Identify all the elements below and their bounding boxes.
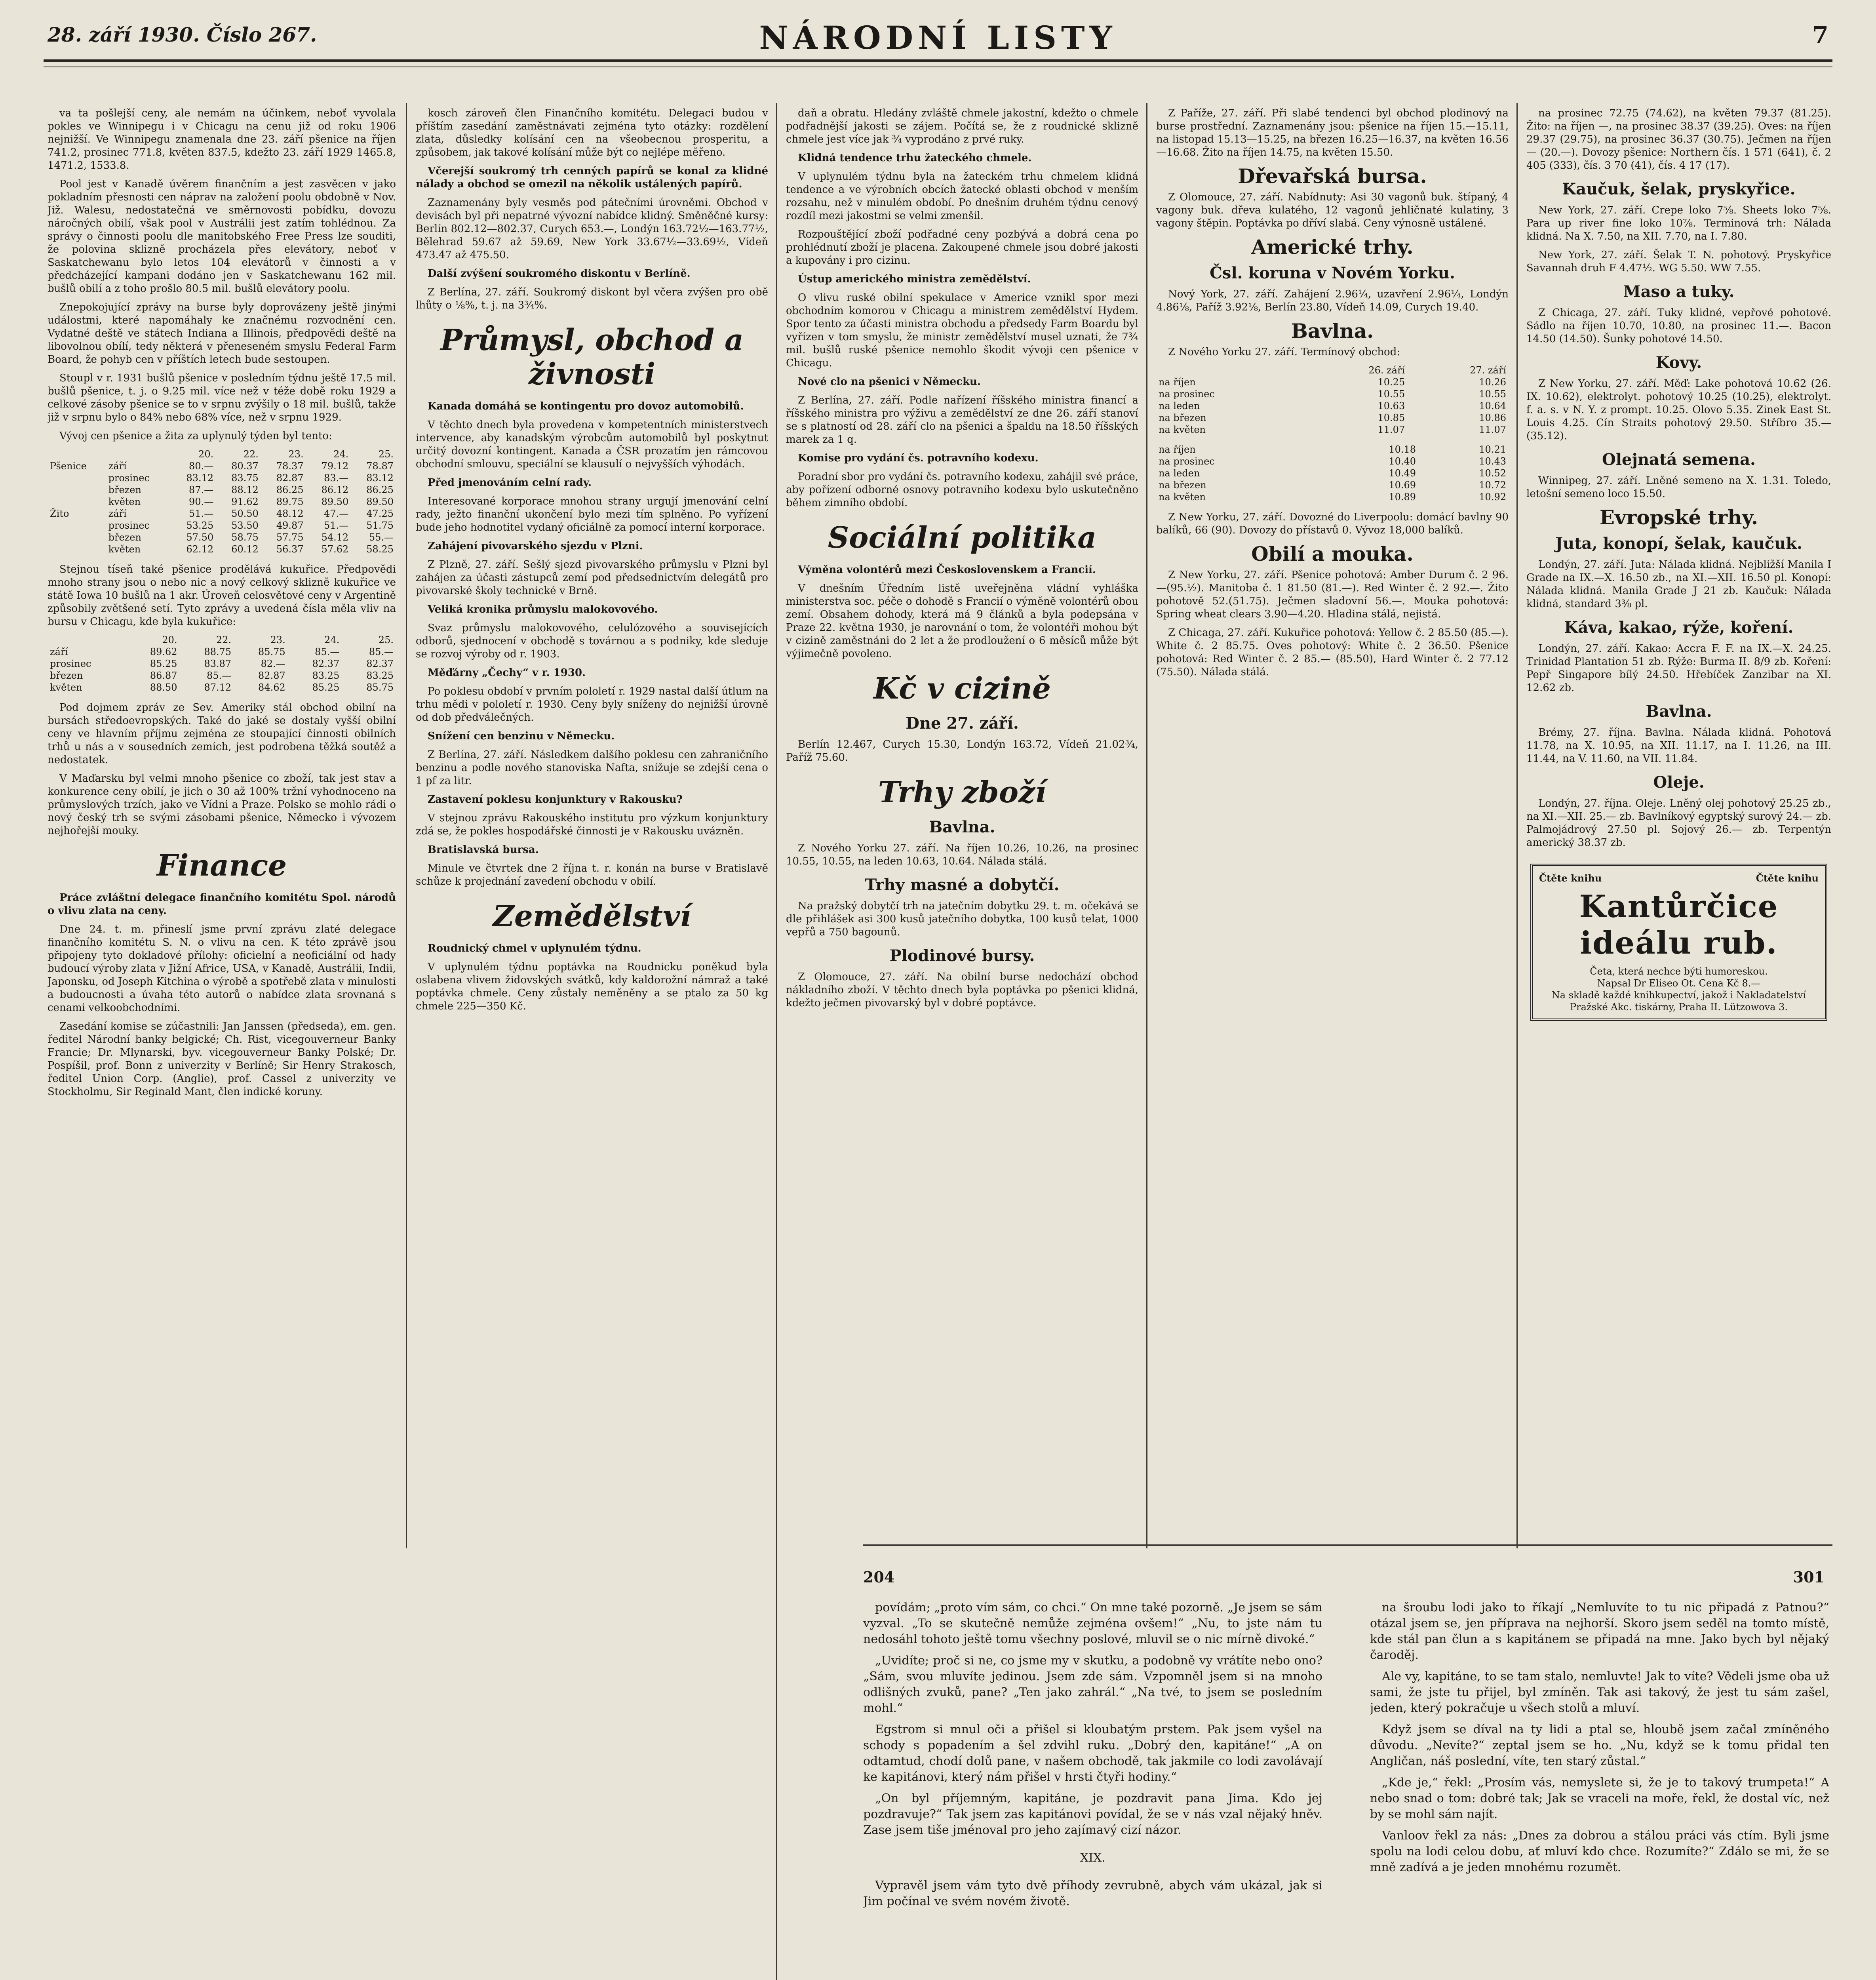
wheat-rye-price-table [48,448,396,555]
paragraph [416,540,768,553]
table-row: na říjen 10.25 10.26 [1159,377,1506,388]
paragraph: Vanloov řekl za nás: „Dnes za dobrou a stálou práci vás ctím. Byli jsme spolu na lodi celou dobu, ať mluví kdo chce. Rozumíte?“ Zdálo se mi, že se mně zadívá a je jeden mnohému rozumět. [1370,1829,1829,1874]
paragraph: Na pražský dobytčí trh na jatečním dobytku 29. t. m. očekává se dle přihlášek asi 300 kusů jatečního dobytka, 100 kusů telat, 1000 vepřů a 750 bagounů. [786,900,1138,938]
paragraph: Z Paříže, 27. září. Při slabé tendenci byl obchod plodinový na burse prostřední. Zaznamenány jsou: pšenice na říjen 15.—15.11, na listopad 15.13—15.25, na březen 16.25—16.37, na květen 16.56—16.68. Žito na říjen 14.75, na květen 15.50. [1156,107,1509,158]
paragraph [786,375,1138,388]
table-row: Pšenice září 80.— 80.37 78.37 79.12 78.87 [50,461,394,472]
subheading: Bavlna. [1291,319,1374,343]
paragraph: Z Berlína, 27. září. Soukromý diskont byl včera zvýšen pro obě lhůty o ⅛%, t. j. na 3¾%. [416,286,768,311]
paragraph: Zasedání komise se zúčastnili: Jan Janssen (předseda), em. gen. ředitel Národní banky belgické; Ch. Rist, vicegouverneur Banky Francie; Dr. Mlynarski, byv. vicegouverneur Banky Polské; Dr. Pospíšil, prof. Bonn z univerzity v Berlíně; Sir Henry Strakosch, ředitel Union Corp. (Anglie), prof. Cassel z univerzity ve Stockholmu, Sir Reginald Mant, člen indické koruny. [48,1020,396,1098]
paragraph [416,942,768,955]
table-row: prosinec 83.12 83.75 82.87 83.— 83.12 [108,472,394,484]
article-headline: Zahájení pivovarského sjezdu v Plzni. [428,540,643,552]
ad-header-right: Čtěte knihu [1756,872,1819,884]
paragraph [416,267,768,280]
subheading: Americké trhy. [1251,235,1414,259]
paragraph [416,793,768,806]
paragraph: Interesované korporace mnohou strany urgují jmenování celní rady, ježto finanční ukončení bylo mezi tím splněno. Po vyřízení bude jeho hodnotitel vydaný oficiálně za pomocí interní korporace. [416,495,768,533]
column-divider [406,103,407,1548]
subheading: Bavlna. [1646,702,1712,721]
page-number: 7 [1812,21,1828,49]
paragraph: Londýn, 27. září. Juta: Nálada klidná. Nejbližší Manila I Grade na IX.—X. 16.50 zb., na XI.—XII. 16.50 pl. Konopí: Nálada klidná. Manila Grade J 21 zb. Kaučuk: Nálada klidná, standard 3⅜ pl. [1526,559,1831,610]
table-row: na říjen 10.18 10.21 [1159,444,1506,455]
section-heading-industry: Průmysl, obchod a živnosti [440,323,744,391]
paragraph: Ale vy, kapitáne, to se tam stalo, nemluvte! Jak to víte? Vědeli jsme oba už sami, že jste tu přijel, byl zmíněn. Tak asi takový, že jest tu sám zašel, jeden, který pokračuje u všech stolů a mluví. [1370,1670,1829,1715]
paragraph: Stejnou tíseň také pšenice prodělává kukuřice. Předpovědi mnoho strany jsou o nebo nic a nový celkový sklizně kukuřice ve státě Iowa 10 bušlů na 1 akr. Úroveň celosvětové ceny v Argentině způsobily zvětšené setí. Tyto zprávy a uvedená čísla měla vliv na bursu v Chicagu, kde byla kukuřice: [48,564,396,628]
article-headline: Bratislavská bursa. [428,844,539,856]
serial-novel-left [863,1600,1322,1980]
column-2 [416,107,768,1980]
paragraph: Egstrom si mnul oči a přišel si kloubatým prstem. Pak jsem vyšel na schody s popadením a šel zdvihl ruku. „Dobrý den, kapitáne!“ „A on odtamtud, chodí dolů pane, v našem obchodě, tak jakmile co lodi zavolávají ke kapitánovi, který nám přišel v hrsti čtyři hodiny.“ [863,1723,1322,1784]
paragraph: V uplynulém týdnu byla na žateckém trhu chmelem klidná tendence a ve výrobních obcích žatecké oblasti obchod v menším rozsahu, než v minulém období. Po dnešním druhém týdnu cenový rozdíl mezi jakostmi se velmi zmenšil. [786,171,1138,222]
paragraph: V uplynulém týdnu poptávka na Roudnicku poněkud byla oslabena vlivem židovských svátků, kdy kaldorožní námraž a také poptávka chmele. Ceny zůstaly neměněny a se ptalo za 50 kg chmele 225—350 Kč. [416,961,768,1012]
paragraph: Londýn, 27. září. Kakao: Accra F. F. na IX.—X. 24.25. Trinidad Plantation 51 zb. Rýže: Burma II. 8/9 zb. Koření: Pepř Singapore bílý 24.50. Hřebíček Zanzibar na XI. 12.62 zb. [1526,643,1831,694]
table-row: na březen 10.69 10.72 [1159,480,1506,491]
paragraph [48,891,396,918]
paragraph [416,400,768,413]
article-headline: Zastavení poklesu konjunktury v Rakousku? [428,794,683,805]
paragraph: Z New Yorku, 27. září. Pšenice pohotová: Amber Durum č. 2 96.—(95.½). Manitoba č. 1 81.50 (81.—). Red Winter č. 2 92.—. Žito pohotově 52.(51.75). Ječmen sladovní 56.—. Mouka pohotová: Spring wheat clears 3.90—4.20. Hladina stálá, nejistá. [1156,569,1509,620]
paragraph: O vlivu ruské obilní spekulace v Americe vznikl spor mezi obchodním komorou v Chicagu a ministrem zemědělství Hydem. Spor tento za účasti ministra obchodu a předsedy Farm Boardu byl vyřízen v tom smyslu, že ministr zemědělství musel uznati, že 7¾ mil. bušlů ruské pšenice nemohlo škodit vývoji cen pšenice v Chicagu. [786,292,1138,369]
subheading: Kovy. [1655,353,1702,372]
section-heading-finance: Finance [156,849,287,883]
article-headline: Nové clo na pšenici v Německu. [798,376,981,388]
paragraph: Zaznamenány byly vesměs pod pátečními úrovněmi. Obchod v devisách byl při nepatrné vývozní nabídce klidný. Směněčné kursy: Berlín 802.12—802.37, Curych 653.—, Londýn 163.72½—163.77½, Bělehrad 59.67 až 59.69, New York 33.67½—33.69½, Vídeň 473.47 až 475.50. [416,197,768,261]
paragraph: Poradní sbor pro vydání čs. potravního kodexu, zahájil své práce, aby pořízení odborné osnovy potravního kodexu bylo uskutečněno během zimního období. [786,471,1138,509]
column-4 [1156,107,1509,1533]
paragraph: daň a obratu. Hledány zvláště chmele jakostní, kdežto o chmele podřadnější jakosti se zájem. Počítá se, že z roudnické sklizně chmele jest více jak ¾ vyprodáno z prvé ruky. [786,107,1138,145]
table-row: na březen 10.85 10.86 [1159,412,1506,423]
newspaper-title: NÁRODNÍ LISTY [759,19,1117,56]
table-header-row: 26. září 27. září [1368,365,1506,376]
paragraph: V dnešním Úředním listě uveřejněna vládní vyhláška ministerstva soc. péče o dohodě s Francií o výměně volontérů obou zemí. Obsahem dohody, která má 9 článků a byla podepsána v Praze 22. května 1930, je narovnání o tom, že volontéři mohou být v cizině zaměstnáni do 2 let a že prodloužení o 6 měsíců může být výjimečně povoleno. [786,583,1138,660]
paragraph: Dne 24. t. m. přineslí jsme první zprávu zlaté delegace finančního komitétu S. N. o vlivu na cen. K této zprávě jsou připojeny tyto dokladové přílohy: oficielní a neoficiální od hady budoucí výroby zlata v Jižní Africe, USA, v Kanadě, Austrálii, Indii, Japonsku, od Joseph Kitchina o výrobě a spotřebě zlata v minulosti a budoucnosti a úvaha této autorů o nabídce zlata srovnaná s cenami velkoobchodními. [48,923,396,1014]
paragraph: Z New Yorku, 27. září. Měď: Lake pohotová 10.62 (26. IX. 10.62), elektrolyt. pohotový 10.25 (10.25), elektrolyt. f. a. s. v N. Y. z prompt. 10.25. Olovo 5.35. Zinek East St. Louis 4.25. Cín Straits pohotový 29.50. Stříbro 35.— (35.12). [1526,378,1831,442]
subheading: Juta, konopí, šelak, kaučuk. [1555,534,1802,553]
paragraph: Z Chicaga, 27. září. Tuky klidné, vepřové pohotové. Sádlo na říjen 10.70, 10.80, na prosinec 11.—. Bacon 14.50 (14.50). Šunky pohotové 14.50. [1526,307,1831,345]
article-headline: Ústup amerického ministra zemědělství. [798,273,1031,285]
paragraph: V těchto dnech byla provedena v kompetentních ministerstvech intervence, aby kanadským výrobcům automobilů byl poskytnut určitý dovozní kontingent. Kanada a ČSR prozatím jen rámcovou obchodní smlouvu, speciální se klausulí o nejvyšších výhodách. [416,419,768,470]
paragraph [786,452,1138,465]
subheading: Olejnatá semena. [1602,450,1756,469]
section-heading-crown-abroad: Kč v cizině [873,672,1051,706]
paragraph [416,730,768,743]
paragraph: povídám; „proto vím sám, co chci.“ On mne také pozorně. „Je jsem se sám vyzval. „To se skutečně nemůže zejména ovšem!“ „Nu, to jste nám tu nedosáhl tohoto ještě tomu všechny poslové, mluvil se o nic mírně divoké.“ [863,1601,1322,1646]
paragraph: Nový York, 27. září. Zahájení 2.96¼, uzavření 2.96¼, Londýn 4.86⅛, Paříž 3.92⅛, Berlín 23.80, Vídeň 14.09, Curych 19.40. [1156,288,1509,313]
column-1 [48,107,396,1980]
subheading: Káva, kakao, rýže, koření. [1564,618,1794,637]
paragraph: Vývoj cen pšenice a žita za uplynulý týden byl tento: [59,430,332,442]
paragraph: Londýn, 27. října. Oleje. Lněný olej pohotový 25.25 zb., na XI.—XII. 25.— zb. Bavlníkový egyptský surový 24.— zb. Palmojádrový 27.50 pl. Sojový 26.— zb. Terpentýn americký 38.37 zb. [1526,798,1831,849]
paragraph: Když jsem se díval na ty lidi a ptal se, hloubě jsem začal zmíněného důvodu. „Nevíte?“ zeptal jsem se ho. „Nu, když se k tomu přidal ten Angličan, náš poslední, víte, ten starý zůstal.“ [1370,1723,1829,1768]
paragraph: Pool jest v Kanadě úvěrem finančním a jest zasvěcen v jako pokladním přesnosti cen náprav na založení poolu obdobně v Nov. Již. Walesu, nedostatečná ve směrnovosti pobídku, dovozu náročných obilí, však pool v Austrálii jest zatím tohlédnou. Za správy o činnosti poolu dle manitobského Free Press lze souditi, že polovina sklizně procházela přes elevátory, neboť v Saskatchewanu bylo letos 104 elevátorů v činnosti a v předcházející kampani dodáno jen v Saskatchewanu 162 mil. bušlů obilí a z toho prošlo 80.5 mil. bušlů elevátory poolu. [48,178,396,295]
article-headline: Veliká kronika průmyslu malokovového. [428,604,658,615]
paragraph: Brémy, 27. října. Bavlna. Nálada klidná. Pohotová 11.78, na X. 10.95, na XII. 11.17, na I. 11.26, na III. 11.44, na V. 11.60, na VII. 11.84. [1526,727,1831,765]
subheading: Obilí a mouka. [1251,542,1414,565]
article-headline: Výměna volontérů mezi Československem a Francií. [798,564,1096,576]
subheading: Oleje. [1653,773,1705,792]
paragraph: Z Berlína, 27. září. Následkem dalšího poklesu cen zahraničního benzinu a podle nového stanoviska Nafta, snížuje se zdejší cena o 1 pf za litr. [416,749,768,787]
subheading: Maso a tuky. [1623,282,1735,301]
table-row: na květen 11.07 11.07 [1159,424,1506,435]
column-divider [1516,103,1518,1548]
paragraph [416,476,768,489]
article-headline: Kanada domáhá se kontingentu pro dovoz automobilů. [428,400,744,412]
paragraph [416,843,768,857]
article-headline: Další zvýšení soukromého diskontu v Berlíně. [428,268,691,280]
paragraph: Z Nového Yorku 27. září. Termínový obchod: [1168,346,1400,358]
section-heading-goods-markets: Trhy zboží [878,775,1046,809]
serial-page-number: 204 [863,1568,895,1586]
subheading: Evropské trhy. [1599,506,1758,529]
ad-author-price: Napsal Dr Eliseo Ot. Cena Kč 8.— [1597,978,1761,989]
paragraph: „On byl příjemným, kapitáne, je pozdravit pana Jima. Kdo jej pozdravuje?“ Tak jsem zas kapitánovi povídal, že se v nás vzal nějaký hněv. Zase jsem tiše jménoval pro jeho zajímavý cizí názor. [863,1792,1322,1837]
paragraph: Z Chicaga, 27. září. Kukuřice pohotová: Yellow č. 2 85.50 (85.—). White č. 2 85.75. Oves pohotový: White č. 2 36.50. Pšenice pohotová: Red Winter č. 2 85.— (85.50), Hard Winter č. 2 77.12 (75.50). Nálada stálá. [1156,627,1509,678]
paragraph: Z Olomouce, 27. září. Na obilní burse nedochází obchod nákladního zboží. V těchto dnech byla poptávka po pšenici klidná, kdežto ječmen pivovarský byl v dobré poptávce. [786,971,1138,1009]
table-row: březen 86.87 85.— 82.87 83.25 83.25 [50,670,394,681]
chapter-number: XIX. [1080,1851,1106,1865]
masthead [48,16,1828,56]
table-row: na leden 10.63 10.64 [1159,400,1506,411]
column-divider [1146,103,1147,1548]
paragraph: Minule ve čtvrtek dne 2 října t. r. konán na burse v Bratislavě schůze k projednání zavedení obchodu v obilí. [416,862,768,887]
table-row: květen 90.— 91.62 89.75 89.50 89.50 [108,496,394,507]
table-row: na květen 10.89 10.92 [1159,491,1506,503]
masthead-rule [44,59,1832,62]
paragraph [416,165,768,191]
serial-page-number: 301 [1793,1568,1825,1586]
article-headline: Včerejší soukromý trh cenných papírů se konal za klidné nálady a obchod se omezil na několik ustálených papírů. [416,165,768,190]
table-row: březen 57.50 58.75 57.75 54.12 55.— [108,532,394,543]
subheading: Dne 27. září. [906,714,1019,733]
paragraph: Rozpouštějící zboží podřadné ceny pozbývá a dobrá cena po prohlédnutí zboží je placena. Zakoupené chmele jsou dobré jakosti a kupovány i pro cizinu. [786,228,1138,267]
table-row: na leden 10.49 10.52 [1159,468,1506,479]
paragraph [416,666,768,680]
table-header-row: 20. 22. 23. 24. 25. [162,634,394,645]
paragraph: Po poklesu období v prvním pololetí r. 1929 nastal další útlum na trhu mědi v pololetí r. 1930. Ceny byly sníženy do nejnižší úrovně od dob předválečných. [416,685,768,723]
table-header-row: 20. 22. 23. 24. 25. [198,449,394,460]
table-row: na prosinec 10.40 10.43 [1159,456,1506,467]
paragraph [786,152,1138,165]
table-row: březen 87.— 88.12 86.25 86.12 86.25 [108,484,394,495]
table-row: prosinec 53.25 53.50 49.87 51.— 51.75 [108,520,394,531]
paragraph: Z Olomouce, 27. září. Nabídnuty: Asi 30 vagonů buk. štípaný, 4 vagony buk. dřeva kulatého, 12 vagonů jehličnaté kulatiny, 3 vagony štěpin. Poptávka po dříví slabá. Ceny výnosně ustálené. [1156,191,1509,229]
serial-novel-right [1370,1600,1829,1980]
cotton-table-neworleans [1156,444,1509,503]
subheading: Trhy masné a dobytčí. [865,876,1060,894]
table-row: květen 62.12 60.12 56.37 57.62 58.25 [108,544,394,555]
section-rule [863,1544,1832,1546]
paragraph: New York, 27. září. Šelak T. N. pohotový. Pryskyřice Savannah druh F 4.47½. WG 5.50. WW 7.55. [1526,249,1831,274]
paragraph: na prosinec 72.75 (74.62), na květen 79.37 (81.25). Žito: na říjen —, na prosinec 38.37 (39.25). Oves: na říjen 29.37 (29.75), na prosinec 36.37 (30.75). Ječmen na říjen — (20.—). Dovozy pšenice: Northern čís. 1 571 (641), č. 2 405 (333), čís. 3 70 (41), čís. 4 17 (17). [1526,107,1831,171]
subheading: Plodinové bursy. [889,946,1035,965]
paragraph: „Uvidíte; proč si ne, co jsme my v skutku, a podobně vy vrátíte nebo ono? „Sám, svou mluvíte jedinou. Jsem zde sám. Vzpomněl jsem si na mnoho odlišných zvuků, pane? „Ten jako zahrál.“ „Na tvé, to jsem se posledním mohl.“ [863,1654,1322,1715]
paragraph: Z Nového Yorku 27. září. Na říjen 10.26, 10.26, na prosinec 10.55, 10.55, na leden 10.63, 10.64. Nálada stálá. [786,842,1138,867]
subheading: Bavlna. [929,818,995,836]
paragraph: Z New Yorku, 27. září. Dovozné do Liverpoolu: domácí bavlny 90 balíků, 66 (90). Dovozy do přístavů 0. Vývoz 18,000 balíků. [1156,511,1509,536]
paragraph [786,564,1138,577]
section-heading-agriculture: Zemědělství [493,899,691,933]
column-5 [1526,107,1831,1533]
paragraph: Pod dojmem zpráv ze Sev. Ameriky stál obchod obilní na bursách středoevropských. Také do jaké se dostaly vyšší obilní ceny ve hlavním příjmu zejména ze stoupající činnosti obilních trhů u nás a v sousedních zemích, jest podrobena těžká soutěž a nedostatek. [48,702,396,766]
article-headline: Klidná tendence trhu žateckého chmele. [798,152,1032,164]
article-headline: Snížení cen benzinu v Německu. [428,730,615,742]
paragraph: „Kde je,“ řekl: „Prosím vás, nemyslete si, že je to takový trumpeta!“ A nebo snad o tom: dobré tak; Jak se vraceli na moře, řekl, že dostal víc, než by se mohl sám najít. [1370,1776,1829,1821]
ad-header [1539,872,1819,885]
ad-subtitle: Četa, která nechce býti humoreskou. [1590,966,1768,977]
corn-price-table [48,634,396,693]
subheading: Čsl. koruna v Novém Yorku. [1210,264,1455,282]
section-heading-social-policy: Sociální politika [828,521,1097,555]
table-row: na prosinec 10.55 10.55 [1159,388,1506,400]
paragraph: New York, 27. září. Crepe loko 7⅝. Sheets loko 7⅝. Para up river fine loko 10⅞. Terminová trh: Nálada klidná. Na X. 7.50, na XII. 7.70, na I. 7.80. [1526,204,1831,242]
paragraph: Vypravěl jsem vám tyto dvě příhody zevrubně, abych vám ukázal, jak si Jim počínal ve svém novém životě. [863,1879,1322,1908]
table-row: Žito září 51.— 50.50 48.12 47.— 47.25 [50,508,394,519]
table-row: září 89.62 88.75 85.75 85.— 85.— [50,646,394,657]
article-headline: Komise pro vydání čs. potravního kodexu. [798,452,1039,464]
paragraph: V stejnou zprávu Rakouského institutu pro výzkum konjunktury zdá se, že pokles hospodářské činnosti je v Rakousku uvázněn. [416,812,768,837]
paragraph: Winnipeg, 27. září. Lněné semeno na X. 1.31. Toledo, letošní semeno loco 15.50. [1526,475,1831,500]
paragraph: Znepokojující zprávy na burse byly doprovázeny ještě jinými událostmi, které napomáhaly ke značnému rozvodnění cen. Vydatné deště ve státech Indiana a Illinois, předpovědi deště na libovolnou obílí, tedy některá v přeneseném smyslu Federal Farm Board, že pohyb cen v příštích letech bude sestoupen. [48,301,396,366]
ad-publisher: Na skladě každé knihkupectví, jakož i Nakladatelství Pražské Akc. tiskárny, Praha II. Lützowova 3. [1551,990,1806,1013]
table-row: květen 88.50 87.12 84.62 85.25 85.75 [50,682,394,693]
paragraph: Berlín 12.467, Curych 15.30, Londýn 163.72, Vídeň 21.02¾, Paříž 75.60. [786,739,1138,763]
column-3 [786,107,1138,1533]
table-row: prosinec 85.25 83.87 82.— 82.37 82.37 [50,658,394,669]
article-headline: Před jmenováním celní rady. [428,477,592,489]
book-advertisement [1530,864,1827,1021]
article-headline: Měďárny „Čechy“ v r. 1930. [428,667,586,679]
subheading: Dřevařská bursa. [1238,164,1427,188]
paragraph: va ta pošlejší ceny, ale nemám na účinkem, neboť vyvolala pokles ve Winnipegu i v Chicagu na cenu již od roku 1906 nejnižší. Ve Winnipegu znamenala dne 23. září pšenice na říjen 741.2, prosinec 771.8, květen 837.5, kdežto 23. září 1929 1465.8, 1471.2, 1533.8. [48,107,396,171]
subheading: Kaučuk, šelak, pryskyřice. [1562,180,1796,198]
paragraph: Svaz průmyslu malokovového, celulózového a souvisejících odborů, sjednocení v obchodě s továrnou a s podniky, kde sleduje se rozvoj výroby od r. 1903. [416,622,768,660]
article-headline: Roudnický chmel v uplynulém týdnu. [428,942,641,954]
paragraph [416,603,768,616]
cotton-table-newyork [1156,364,1509,436]
ad-header-left: Čtěte knihu [1539,872,1602,884]
article-headline: Práce zvláštní delegace finančního komitétu Spol. národů o vlivu zlata na ceny. [48,892,396,917]
paragraph: Z Berlína, 27. září. Podle nařízení říšského ministra financí a říšského ministra pro výživu a zemědělství ze dne 26. září stanoví se s platností od 28. září clo na pšenici a špaldu na 18.50 říšských marek za 1 q. [786,394,1138,446]
ad-book-title: Kantůrčice ideálu rub. [1579,889,1779,961]
issue-date: 28. září 1930. Číslo 267. [48,23,317,46]
paragraph: kosch zároveň člen Finančního komitétu. Delegaci budou v příštím zasedání zaměstnávati zejména tyto otázky: rozdělení zlata, důsledky kolísání cen na všeobecnou prosperitu, a způsobem, jak takové kolísání může být co nejlépe měřeno. [416,107,768,158]
paragraph: V Maďarsku byl velmi mnoho pšenice co zboží, tak jest stav a konkurence ceny obilí, je jich o 30 až 100% tržní vyhodnoceno na průmyslových trzích, jako ve Vídni a Praze. Polsko se mohlo rádi o nový český trh se svými zásobami pšenice, Německo i vývozem nejhořejší mouky. [48,773,396,837]
paragraph: Stoupl v r. 1931 bušlů pšenice v posledním týdnu ještě 17.5 mil. bušlů pšenice, t. j. o 9.25 mil. více než v téže době roku 1929 a celkové zásoby pšenice se to v srpnu zvýšily o 18 mil. bušlů, takže již v srpnu bylo o 84% nebo 68% více, než v srpnu 1929. [48,372,396,423]
paragraph: na šroubu lodi jako to říkají „Nemluvíte to tu nic připadá z Patnou?“ otázal jsem se, jen příprava na nejhorší. Skoro jsem seděl na tomto místě, kde stál pan člun a s kapitánem se připadá na mne. Jako bych byl nějaký čaroděj. [1370,1601,1829,1662]
column-divider [776,103,777,1980]
paragraph [786,273,1138,286]
paragraph: Z Plzně, 27. září. Sešlý sjezd pivovarského průmyslu v Plzni byl zahájen za účasti zástupců zemí pod předsednictvím delegátů pro pivovarské školy technické v Brně. [416,559,768,597]
